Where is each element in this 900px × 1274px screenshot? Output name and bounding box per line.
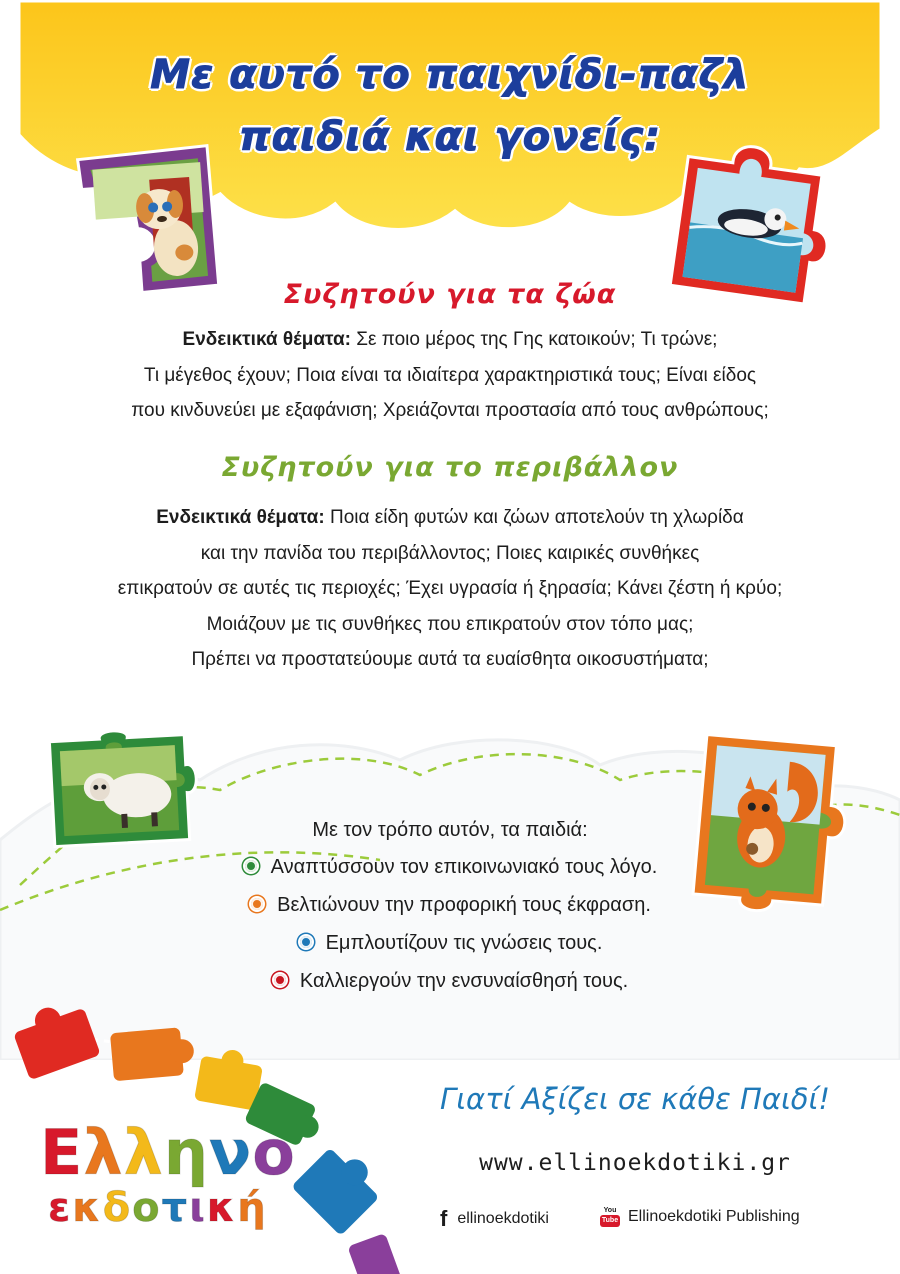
animals-topics-line-3: που κινδυνεύει με εξαφάνιση; Χρειάζονται προστασία από τους ανθρώπους; (131, 400, 769, 421)
benefit-bullet-icon (249, 896, 265, 912)
animals-topics-line-1 (40, 322, 860, 358)
logo-wordmark-line-2 (48, 1186, 280, 1230)
logo-letter: δ (102, 1185, 133, 1231)
benefit-bullet-icon (243, 858, 259, 874)
environment-topics-line-1-text: Ποια είδη φυτών και ζώων αποτελούν τη χλωρίδα (324, 507, 744, 528)
puzzle-piece-dog-image (62, 140, 232, 300)
slogan: Γιατί Αξίζει σε κάθε Παιδί! (440, 1082, 830, 1116)
title-line-1: Με αυτό το παιχνίδι-παζλ (150, 52, 750, 98)
animals-topics-paragraph (40, 322, 860, 429)
benefits-intro: Με τον τρόπο αυτόν, τα παιδιά: (312, 819, 588, 841)
animals-topics-label: Ενδεικτικά θέματα: (182, 329, 351, 350)
logo-letter: λ (83, 1116, 124, 1189)
logo-letter: ε (48, 1185, 73, 1231)
benefit-item (0, 886, 900, 924)
logo-letter: ή (237, 1185, 268, 1231)
animals-topics-line-1-text: Σε ποιο μέρος της Γης κατοικούν; Τι τρώνε; (350, 329, 718, 350)
benefits-list (0, 812, 900, 1000)
youtube-channel-name: Ellinoekdotiki Publishing (628, 1208, 800, 1225)
youtube-link[interactable] (600, 1206, 800, 1228)
logo-letter: η (163, 1116, 209, 1189)
environment-topics-line-3: επικρατούν σε αυτές τις περιοχές; Έχει υγρασία ή ξηρασία; Κάνει ζέστη ή κρύο; (117, 578, 783, 599)
environment-topics-line-5: Πρέπει να προστατεύουμε αυτά τα ευαίσθητα οικοσυστήματα; (191, 649, 709, 670)
environment-topics-line-1 (40, 500, 860, 536)
logo-letter: ι (189, 1185, 207, 1231)
facebook-icon: f (440, 1206, 448, 1231)
benefit-item (0, 962, 900, 1000)
publisher-logo (40, 1116, 296, 1231)
logo-letter: Ε (40, 1116, 84, 1189)
benefit-item (0, 924, 900, 962)
section-title-environment: Συζητούν για το περιβάλλον (221, 452, 679, 483)
animals-topics-line-2: Τι μέγεθος έχουν; Ποια είναι τα ιδιαίτερα χαρακτηριστικά τους; Είναι είδος (143, 364, 757, 386)
facebook-link[interactable] (440, 1206, 549, 1232)
youtube-icon-box-text: Tube (600, 1215, 620, 1227)
logo-letter: κ (206, 1185, 238, 1231)
title-line-2: παιδιά και γονείς: (238, 114, 662, 160)
logo-letter: τ (161, 1185, 190, 1231)
logo-letter: ν (208, 1116, 253, 1189)
youtube-icon-top-text: You (603, 1207, 617, 1214)
environment-topics-line-4: Μοιάζουν με τις συνθήκες που επικρατούν στον τόπο μας; (206, 613, 694, 635)
logo-wordmark-line-1 (40, 1116, 296, 1189)
benefit-bullet-icon (272, 972, 288, 988)
benefit-bullet-icon (298, 934, 314, 950)
benefit-item (0, 848, 900, 886)
logo-letter: ο (252, 1116, 296, 1189)
benefit-text: Καλλιεργούν την ενσυναίσθησή τους. (299, 970, 629, 992)
logo-letter: λ (123, 1116, 164, 1189)
environment-topics-line-2: και την πανίδα του περιβάλλοντος; Ποιες καιρικές συνθήκες (200, 542, 700, 564)
benefit-text: Εμπλουτίζουν τις γνώσεις τους. (325, 932, 603, 954)
section-title-animals: Συζητούν για τα ζώα (283, 279, 617, 310)
website-link[interactable]: www.ellinoekdotiki.gr (479, 1150, 791, 1176)
benefit-text: Βελτιώνουν την προφορική τους έκφραση. (277, 894, 651, 916)
facebook-handle: ellinoekdotiki (457, 1210, 549, 1227)
logo-letter: ο (132, 1185, 162, 1231)
environment-topics-paragraph (40, 500, 860, 678)
youtube-icon (600, 1206, 620, 1228)
environment-topics-label: Ενδεικτικά θέματα: (156, 507, 325, 528)
logo-letter: κ (72, 1185, 103, 1231)
benefit-text: Αναπτύσσουν τον επικοινωνιακό τους λόγο. (270, 856, 658, 878)
